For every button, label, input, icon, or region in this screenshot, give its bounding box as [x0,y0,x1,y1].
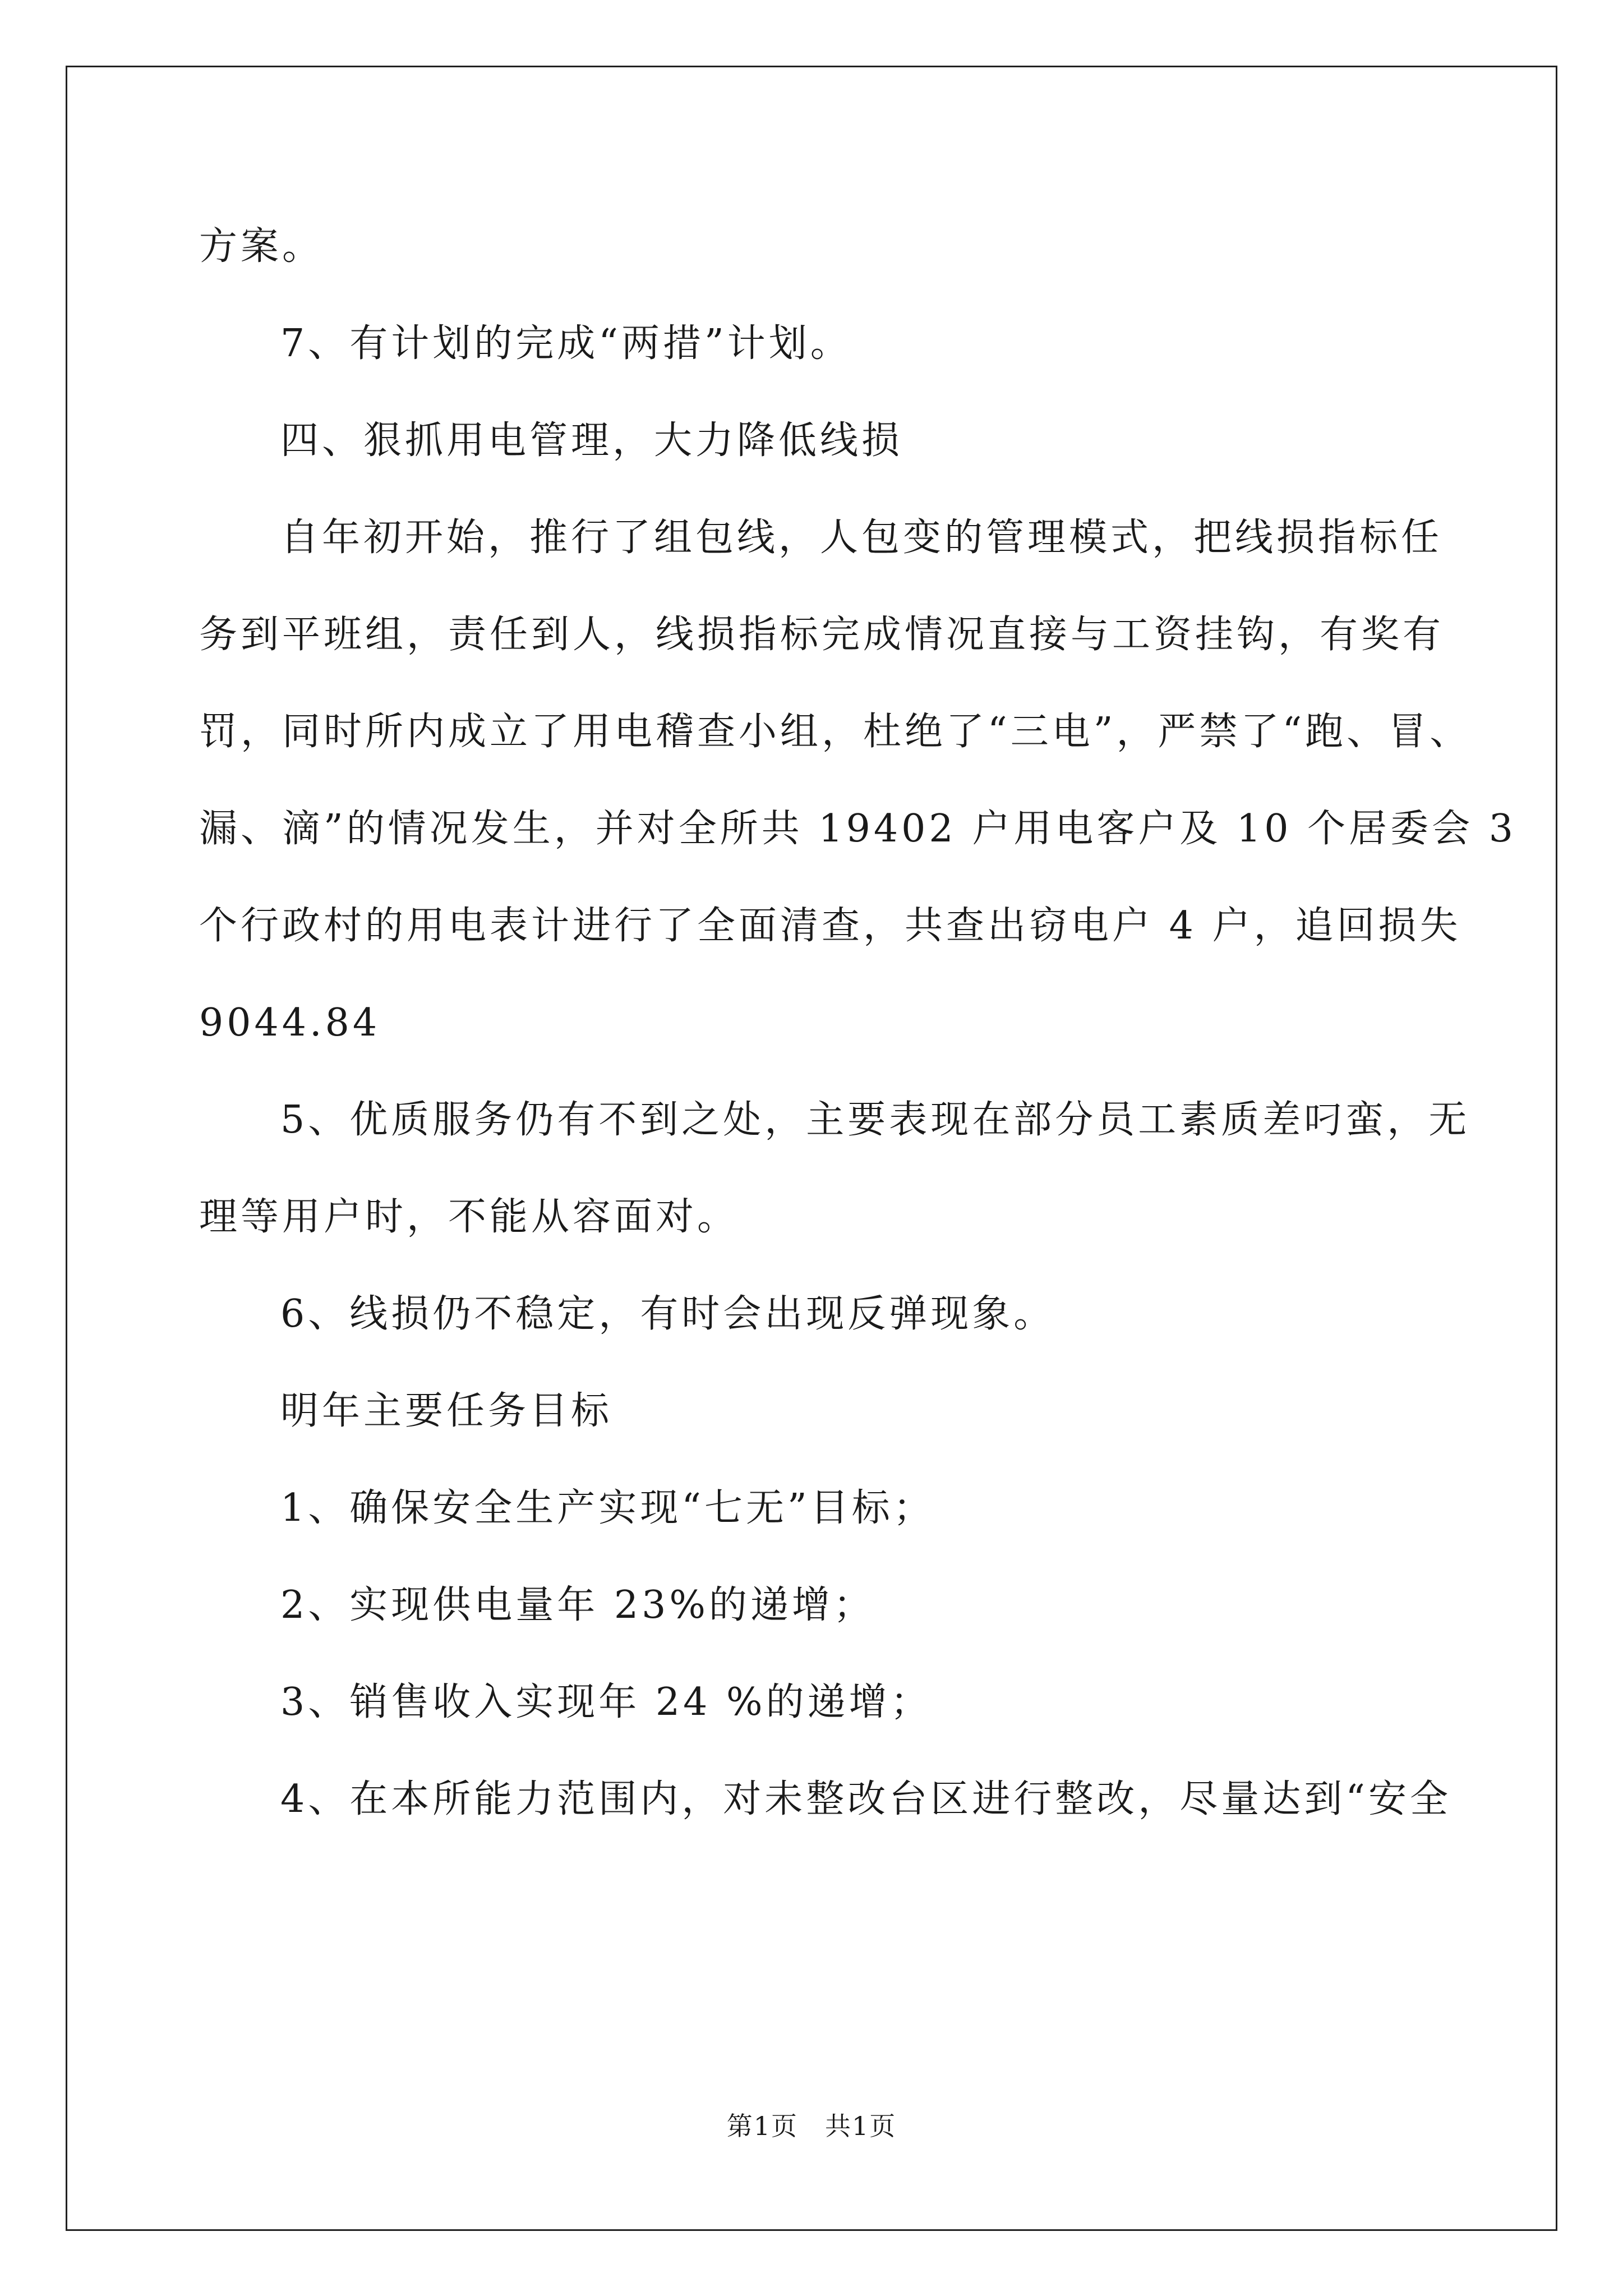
list-item: 3、销售收入实现年 24 %的递增； [280,1680,932,1724]
section-heading: 四、狠抓用电管理，大力降低线损 [280,418,903,463]
text-line: 方案。 [199,224,324,269]
page-footer: 第1页 共1页 [726,2111,897,2141]
page-border [66,66,1557,2231]
text-line: 6、线损仍不稳定，有时会出现反弹现象。 [280,1292,1055,1336]
section-heading: 明年主要任务目标 [280,1389,613,1433]
text-line: 务到平班组，责任到人，线损指标完成情况直接与工资挂钩，有奖有 [199,613,1445,657]
list-item: 2、实现供电量年 23%的递增； [280,1583,875,1627]
text-line: 7、有计划的完成“两措”计划。 [280,321,852,366]
text-line: 罚，同时所内成立了用电稽查小组，杜绝了“三电”，严禁了“跑、冒、 [199,710,1472,754]
text-line: 自年初开始，推行了组包线，人包变的管理模式，把线损指标任 [280,516,1443,560]
list-item: 4、在本所能力范围内，对未整改台区进行整改，尽量达到“安全 [280,1777,1452,1821]
text-line: 理等用户时，不能从容面对。 [199,1195,739,1239]
text-line: 9044.84 [199,1001,381,1045]
text-line: 个行政村的用电表计进行了全面清查，共查出窃电户 4 户，追回损失 [199,904,1461,948]
list-item: 1、确保安全生产实现“七无”目标； [280,1486,935,1530]
text-line: 漏、滴”的情况发生，并对全所共 19402 户用电客户及 10 个居委会 3 [199,807,1516,851]
text-line: 5、优质服务仍有不到之处，主要表现在部分员工素质差叼蛮，无 [280,1098,1470,1142]
